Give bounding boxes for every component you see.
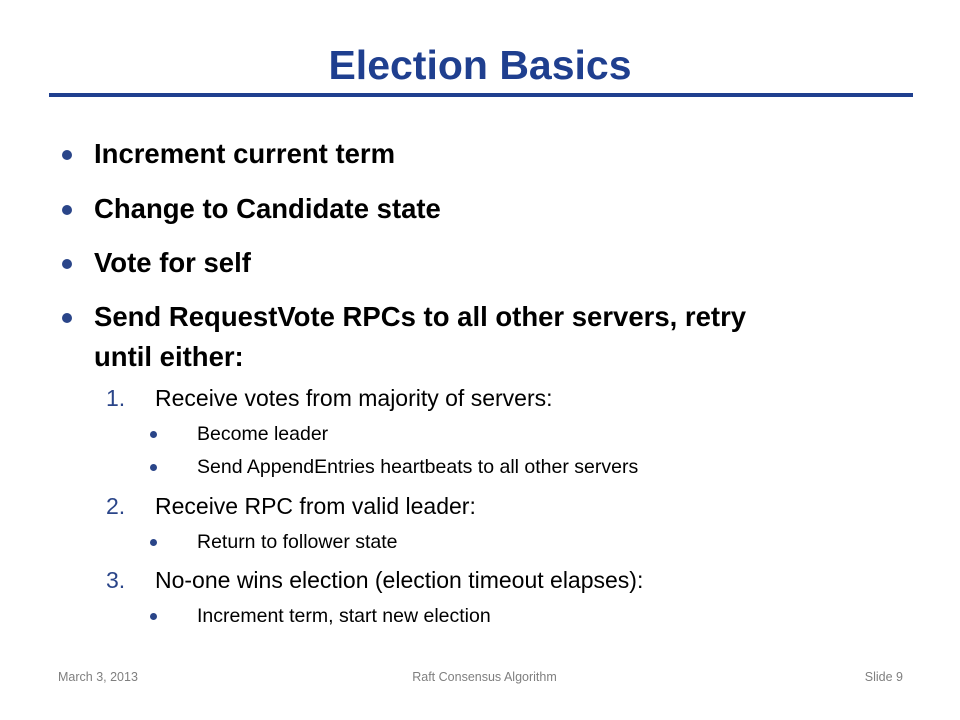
bullet-dot-icon (62, 150, 72, 160)
title-underline (49, 93, 913, 97)
bullet-dot-icon (62, 205, 72, 215)
slide-title: Election Basics (328, 42, 632, 88)
sub-item-return-to-follower: Return to follower state (197, 531, 398, 553)
outcome-valid-leader-rpc: Receive RPC from valid leader: (155, 493, 476, 519)
footer-presentation-title: Raft Consensus Algorithm (412, 670, 557, 684)
outcome-no-one-wins: No-one wins election (election timeout elapses): (155, 567, 644, 593)
sub-item-send-heartbeats: Send AppendEntries heartbeats to all other servers (197, 456, 639, 478)
footer-date: March 3, 2013 (58, 670, 138, 684)
sub-bullet-dot-icon (150, 431, 157, 438)
sub-item-start-new-election: Increment term, start new election (197, 605, 491, 627)
sub-bullet-dot-icon (150, 613, 157, 620)
bullet-send-requestvote-line1: Send RequestVote RPCs to all other servers, retry (94, 301, 747, 332)
outcome-number: 1. (106, 385, 126, 411)
outcome-number: 2. (106, 493, 126, 519)
bullet-send-requestvote-line2: until either: (94, 341, 244, 372)
outcome-number: 3. (106, 567, 126, 593)
sub-bullet-dot-icon (150, 539, 157, 546)
outcome-majority-votes: Receive votes from majority of servers: (155, 385, 553, 411)
footer-slide-number: Slide 9 (864, 670, 903, 684)
bullet-vote-for-self: Vote for self (94, 247, 251, 278)
bullet-change-to-candidate: Change to Candidate state (94, 193, 441, 224)
bullet-dot-icon (62, 313, 72, 323)
sub-item-become-leader: Become leader (197, 423, 329, 445)
bullet-increment-term: Increment current term (94, 138, 396, 169)
sub-bullet-dot-icon (150, 464, 157, 471)
bullet-dot-icon (62, 259, 72, 269)
